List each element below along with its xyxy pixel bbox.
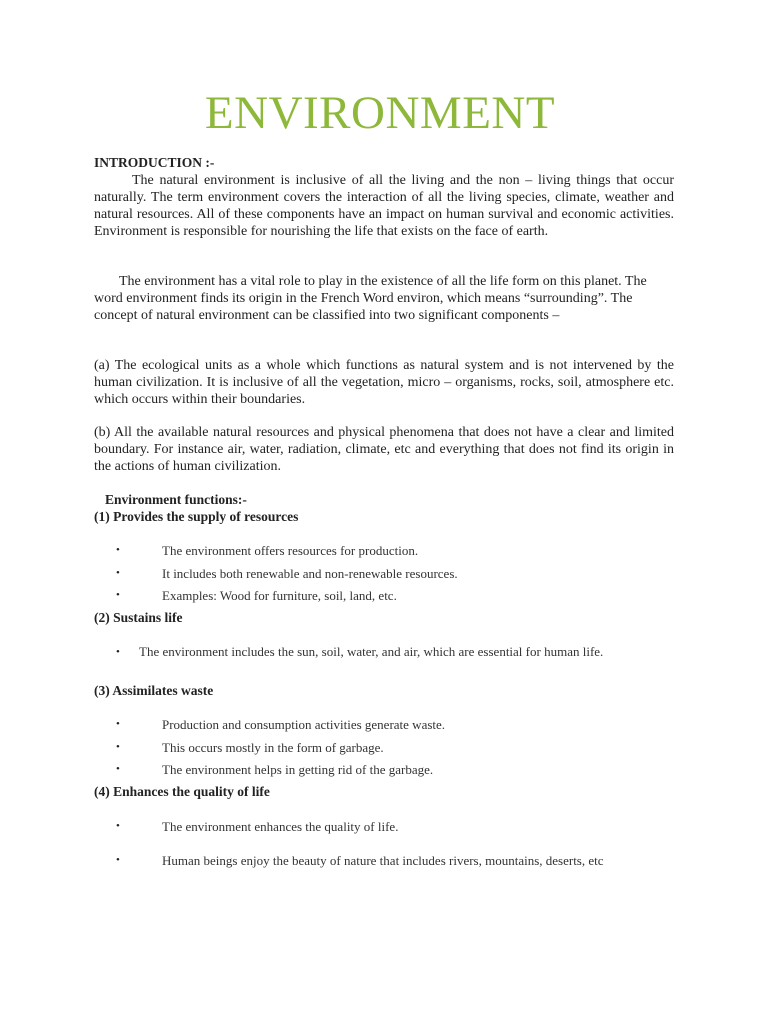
document-title: ENVIRONMENT <box>204 87 556 139</box>
bullet-dot: • <box>116 544 120 556</box>
bullet-dot: • <box>116 567 120 579</box>
function-1-item: It includes both renewable and non-renewable resources. <box>162 566 458 581</box>
function-3-item: This occurs mostly in the form of garbage. <box>162 740 384 755</box>
function-2-item: The environment includes the sun, soil, water, and air, which are essential for human life. <box>139 644 604 659</box>
function-3-item: The environment helps in getting rid of the garbage. <box>162 762 434 777</box>
function-1-item: Examples: Wood for furniture, soil, land, etc. <box>162 588 397 603</box>
function-4-item: The environment enhances the quality of life. <box>162 819 399 834</box>
function-2-title: (2) Sustains life <box>94 610 183 625</box>
function-4-title: (4) Enhances the quality of life <box>94 784 270 799</box>
function-1-item: The environment offers resources for production. <box>162 543 419 558</box>
bullet-dot: • <box>116 589 120 601</box>
function-1-title: (1) Provides the supply of resources <box>94 509 299 524</box>
functions-heading: Environment functions:- <box>105 492 247 507</box>
bullet-dot: • <box>116 718 120 730</box>
bullet-dot: • <box>116 646 120 658</box>
intro-paragraph-b: (b) All the available natural resources and physical phenomena that does not have a clear and limited boundary. For instance air, water, radiation, climate, etc and everything that does not find its origin in the actions of human civilization. <box>94 425 674 474</box>
bullet-dot: • <box>116 820 120 832</box>
intro-paragraph-1: The natural environment is inclusive of all the living and the non – living things that occur naturally. The term environment covers the interaction of all the living species, climate, weather and natural resources. All of these components have an impact on human survival and economic activities. Environment is responsible for nourishing the life that exists on the face of earth. <box>94 173 674 239</box>
intro-paragraph-2: The environment has a vital role to play in the existence of all the life form on this planet. The word environment finds its origin in the French Word environ, which means “surrounding”. The concept of natural environment can be classified into two significant components – <box>94 274 647 323</box>
intro-paragraph-a: (a) The ecological units as a whole which functions as natural system and is not intervened by the human civilization. It is inclusive of all the vegetation, micro – organisms, rocks, soil, atmosphere etc. which occurs within their boundaries. <box>94 358 674 407</box>
bullet-dot: • <box>116 854 120 866</box>
intro-heading: INTRODUCTION :- <box>94 155 215 170</box>
bullet-dot: • <box>116 763 120 775</box>
function-4-item: Human beings enjoy the beauty of nature that includes rivers, mountains, deserts, etc <box>162 853 604 868</box>
function-3-item: Production and consumption activities generate waste. <box>162 717 446 732</box>
function-3-title: (3) Assimilates waste <box>94 683 214 698</box>
bullet-dot: • <box>116 741 120 753</box>
